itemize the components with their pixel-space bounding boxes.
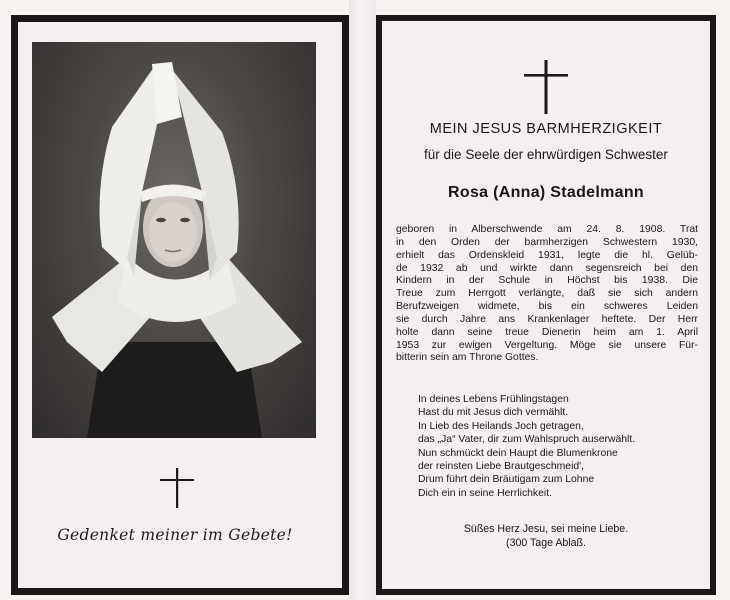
closing-text (382, 522, 710, 550)
poem-line: Nun schmückt dein Haupt die Blumenkrone (418, 447, 618, 459)
subheading: für die Seele der ehrwürdigen Schwester (424, 147, 668, 162)
bio-line: Treue zum Herrgott verlangte, daß sie sich andern (396, 288, 698, 300)
bio-line: geboren in Alberschwende am 24. 8. 1908. Trat (396, 224, 698, 235)
poem-line: Hast du mit Jesus dich vermählt. (418, 407, 569, 419)
biography-text (396, 224, 698, 365)
latin-cross-icon (524, 60, 568, 114)
latin-cross-icon (160, 468, 194, 508)
prayer-line: Gedenket meiner im Gebete! (57, 526, 293, 544)
bio-line: Kindern in der Schule in Höchst bis 1938. Die (396, 275, 698, 287)
poem-line: Drum führt dein Bräutigam zum Lohne (418, 474, 595, 486)
fold-gap (349, 0, 376, 600)
bio-line: Berufzweigen widmete, bis ein schweres Leiden (396, 301, 698, 313)
poem-line: In Lieb des Heilands Joch getragen, (418, 420, 584, 432)
portrait-photo (32, 42, 316, 438)
poem-line: der reinsten Liebe Brautgeschmeid', (418, 461, 585, 473)
deceased-name: Rosa (Anna) Stadelmann (448, 184, 644, 201)
poem-line: Dich ein in seine Herrlichkeit. (418, 487, 552, 499)
bio-line: de 1932 ab und wirkte dann segensreich bei den (396, 262, 698, 274)
bio-line: 1953 zur ewigen Vergeltung. Möge sie unsere Für- (396, 339, 698, 351)
poem-text (418, 393, 703, 500)
poem-line: das „Ja“ Vater, dir zum Wahlspruch auserwählt. (418, 434, 636, 446)
bio-line: bitterin sein am Throne Gottes. (396, 352, 539, 364)
heading: MEIN JESUS BARMHERZIGKEIT (429, 121, 663, 137)
bio-line: in den Orden der barmherzigen Schwestern 1930, (396, 236, 698, 248)
poem-line: In deines Lebens Frühlingstagen (418, 394, 569, 405)
closing-line: Süßes Herz Jesu, sei meine Liebe. (463, 523, 629, 535)
closing-line: (300 Tage Ablaß. (506, 537, 586, 549)
bio-line: holte dann seine treue Dienerin heim am 1. April (396, 326, 698, 338)
bio-line: sie durch Jahre ans Krankenlager heftete. Der Herr (396, 313, 698, 325)
bio-line: erhielt das Ordenskleid 1931, legte die hl. Gelüb- (396, 249, 698, 261)
